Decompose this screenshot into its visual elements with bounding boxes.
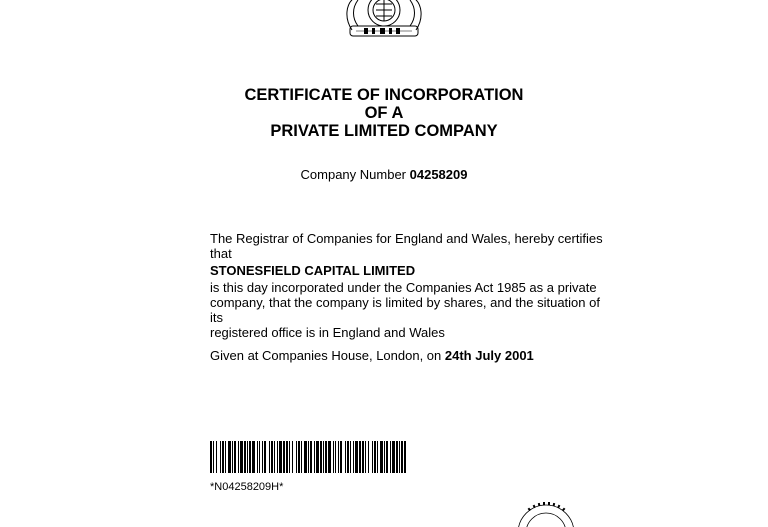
barcode-bar <box>333 441 334 473</box>
barcode-bar <box>316 441 319 473</box>
barcode-bar <box>345 441 346 473</box>
barcode-bar <box>359 441 361 473</box>
given-at-line <box>210 348 610 363</box>
barcode-bar <box>374 441 376 473</box>
barcode-bar <box>228 441 231 473</box>
barcode-bar <box>404 441 406 473</box>
given-date: 24th July 2001 <box>444 348 534 363</box>
barcode-bar <box>401 441 403 473</box>
barcode-bar <box>244 441 246 473</box>
barcode-bar <box>279 441 282 473</box>
barcode-bar <box>353 441 354 473</box>
barcode-bar <box>396 441 398 473</box>
barcode-bar <box>210 441 212 473</box>
barcode-bar <box>328 441 331 473</box>
barcode-bar <box>271 441 273 473</box>
barcode-bar <box>362 441 364 473</box>
barcode-bar <box>232 441 233 473</box>
barcode-bar <box>380 441 383 473</box>
barcode-bar <box>372 441 373 473</box>
barcode-bar <box>257 441 258 473</box>
barcode-bar <box>259 441 260 473</box>
company-number-line <box>0 167 768 182</box>
barcode-bar <box>289 441 290 473</box>
barcode-bar <box>347 441 349 473</box>
royal-coat-of-arms-icon <box>336 0 432 40</box>
barcode-bar <box>277 441 278 473</box>
barcode-bar <box>238 441 239 473</box>
incorporation-line-3: registered office is in England and Wales <box>210 325 445 340</box>
barcode-bar <box>222 441 224 473</box>
barcode-bar <box>286 441 288 473</box>
barcode-bar <box>262 441 263 473</box>
barcode-bar <box>252 441 255 473</box>
barcode-bar <box>314 441 315 473</box>
given-prefix: Given at Companies House, London, on <box>210 348 442 363</box>
barcode-bar <box>274 441 275 473</box>
barcode-bar <box>220 441 221 473</box>
barcode-bar <box>264 441 266 473</box>
barcode-bar <box>283 441 285 473</box>
registrar-seal-icon <box>510 497 582 527</box>
title-line-3: PRIVATE LIMITED COMPANY <box>270 122 498 140</box>
registrar-text-line-1: The Registrar of Companies for England and Wales, hereby certifies <box>210 231 603 246</box>
barcode-bar <box>325 441 327 473</box>
barcode-bar <box>234 441 236 473</box>
barcode-bar <box>384 441 385 473</box>
company-name: STONESFIELD CAPITAL LIMITED <box>210 263 416 278</box>
barcode-bar <box>390 441 391 473</box>
barcode-bar <box>240 441 243 473</box>
barcode-bar <box>323 441 324 473</box>
barcode-bar <box>216 441 217 473</box>
barcode-bar <box>355 441 358 473</box>
barcode-bar <box>399 441 400 473</box>
barcode-bar <box>368 441 369 473</box>
barcode-bar <box>338 441 339 473</box>
barcode-bar <box>249 441 251 473</box>
barcode-bar <box>335 441 336 473</box>
incorporation-line-1: is this day incorporated under the Companies Act 1985 as a private <box>210 280 597 295</box>
barcode-bar <box>269 441 270 473</box>
barcode-bar <box>301 441 302 473</box>
barcode-bar <box>392 441 395 473</box>
barcode-bar <box>308 441 309 473</box>
barcode-bar <box>225 441 226 473</box>
registrar-text-line-2: that <box>210 246 232 261</box>
barcode-bar <box>213 441 214 473</box>
barcode-bar <box>247 441 248 473</box>
barcode-bar <box>320 441 322 473</box>
barcode-bar <box>304 441 307 473</box>
barcode-text: *N04258209H* <box>210 481 284 493</box>
certificate-body <box>210 231 610 363</box>
barcode-bar <box>310 441 312 473</box>
company-number-label: Company Number <box>300 167 407 182</box>
barcode-bar <box>298 441 300 473</box>
certificate-title <box>0 86 768 140</box>
barcode-bar <box>365 441 366 473</box>
barcode-bar <box>296 441 297 473</box>
title-line-2: OF A <box>364 104 404 122</box>
title-line-1: CERTIFICATE OF INCORPORATION <box>244 86 524 104</box>
company-number-value: 04258209 <box>409 167 468 182</box>
incorporation-line-2: company, that the company is limited by shares, and the situation of its <box>210 295 600 325</box>
barcode-bar <box>350 441 351 473</box>
barcode-bar <box>377 441 378 473</box>
barcode-icon <box>210 441 406 473</box>
barcode-bar <box>292 441 293 473</box>
barcode-bar <box>340 441 342 473</box>
barcode-bar <box>386 441 388 473</box>
